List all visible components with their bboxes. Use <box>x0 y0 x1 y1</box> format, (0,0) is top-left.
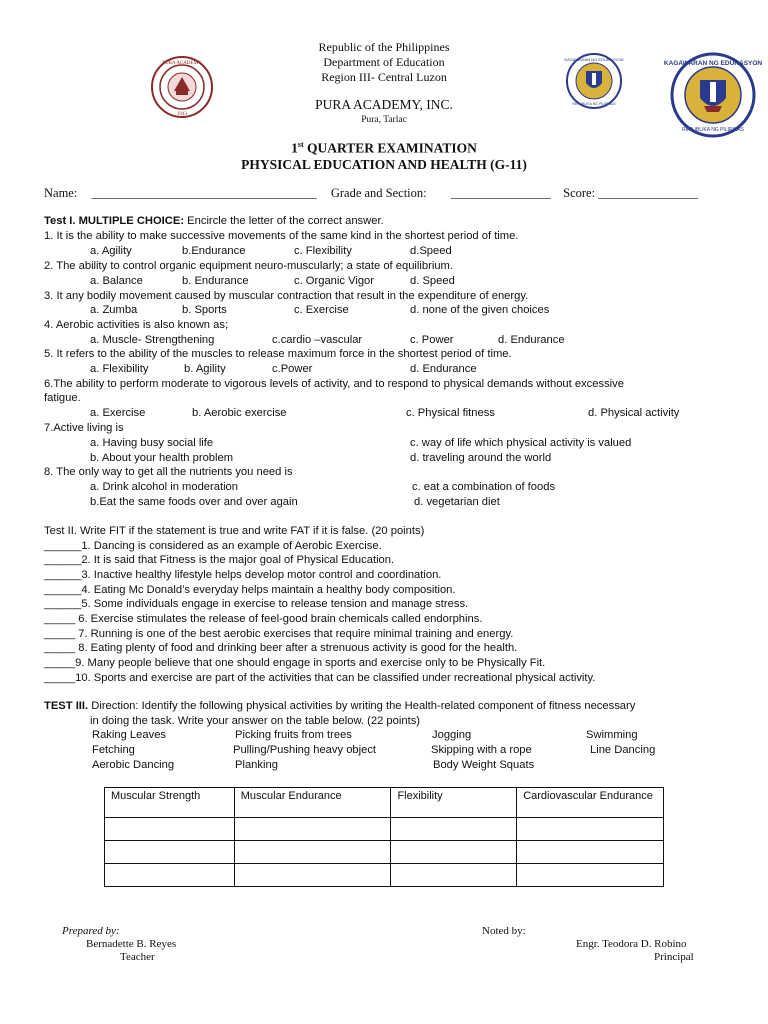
seal-mid-top-text: KAGAWARAN NG EDUKASYON <box>564 57 624 62</box>
q4-choice-a[interactable]: a. Muscle- Strengthening <box>90 334 215 346</box>
header-muscular-strength: Muscular Strength <box>105 788 235 818</box>
q2-choice-a[interactable]: a. Balance <box>90 275 143 287</box>
q5-choice-c[interactable]: c.Power <box>272 363 313 375</box>
exam-subject: PHYSICAL EDUCATION AND HEALTH (G-11) <box>241 157 527 172</box>
name-field[interactable]: ____________________________________ <box>91 186 317 200</box>
activity-item: Aerobic Dancing <box>92 759 175 771</box>
activity-item: Fetching <box>92 744 135 756</box>
q4-choice-c[interactable]: c. Power <box>410 334 454 346</box>
table-row <box>105 841 664 864</box>
answer-cell[interactable] <box>234 818 391 841</box>
q6-choice-d[interactable]: d. Physical activity <box>588 407 680 419</box>
q8-choice-d[interactable]: d. vegetarian diet <box>414 496 500 508</box>
activity-item: Raking Leaves <box>92 729 167 741</box>
q4-choice-b[interactable]: c.cardio –vascular <box>272 334 363 346</box>
prepared-by-label: Prepared by: <box>62 925 120 937</box>
seal-left-text: PURA ACADEMY <box>162 61 202 66</box>
q4-choice-d[interactable]: d. Endurance <box>498 334 565 346</box>
answer-cell[interactable] <box>391 841 517 864</box>
deped-seal-large-icon <box>663 52 763 138</box>
fit-fat-item[interactable]: _____ 8. Eating plenty of food and drinking beer after a strenuous activity is good for the health. <box>44 642 518 654</box>
q3-choice-c[interactable]: c. Exercise <box>294 304 349 316</box>
question-1: 1. It is the ability to make successive movements of the same kind in the shortest period of time. <box>44 230 519 242</box>
header-address: Pura, Tarlac <box>361 115 407 125</box>
exam-title: 1st QUARTER EXAMINATION <box>291 140 477 156</box>
answer-table <box>104 787 664 887</box>
header-region: Region III- Central Luzon <box>321 70 447 84</box>
score-label: Score: <box>563 186 596 200</box>
q6-choice-c[interactable]: c. Physical fitness <box>406 407 495 419</box>
q1-choice-d[interactable]: d.Speed <box>410 245 452 257</box>
q2-choice-b[interactable]: b. Endurance <box>182 275 249 287</box>
q3-choice-d[interactable]: d. none of the given choices <box>410 304 550 316</box>
header-school: PURA ACADEMY, INC. <box>315 97 453 112</box>
table-row <box>105 864 664 887</box>
header-department: Department of Education <box>323 55 445 69</box>
q5-choice-a[interactable]: a. Flexibility <box>90 363 149 375</box>
answer-cell[interactable] <box>105 818 235 841</box>
answer-cell[interactable] <box>234 864 391 887</box>
noted-by-label: Noted by: <box>482 925 526 937</box>
q8-choice-a[interactable]: a. Drink alcohol in moderation <box>90 481 238 493</box>
question-2: 2. The ability to control organic equipment neuro-muscularly; a state of equilibrium. <box>44 260 453 272</box>
activity-item: Planking <box>235 759 278 771</box>
q5-choice-b[interactable]: b. Agility <box>184 363 226 375</box>
fit-fat-item[interactable]: _____10. Sports and exercise are part of the activities that can be classified under recreational physical activity. <box>44 672 596 684</box>
activity-item: Line Dancing <box>590 744 656 756</box>
answer-cell[interactable] <box>517 864 664 887</box>
seal-left-year: 1943 <box>177 112 187 117</box>
fit-fat-item[interactable]: ______4. Eating Mc Donald’s everyday helps maintain a healthy body composition. <box>44 584 456 596</box>
question-3: 3. It any bodily movement caused by muscular contraction that result in the expenditure of energy. <box>44 290 529 302</box>
q2-choice-c[interactable]: c. Organic Vigor <box>294 275 375 287</box>
q3-choice-a[interactable]: a. Zumba <box>90 304 138 316</box>
table-row <box>105 818 664 841</box>
answer-cell[interactable] <box>234 841 391 864</box>
answer-cell[interactable] <box>517 841 664 864</box>
question-8: 8. The only way to get all the nutrients you need is <box>44 466 293 478</box>
test-1-header: Test I. MULTIPLE CHOICE: Encircle the letter of the correct answer. <box>44 215 384 227</box>
fit-fat-item[interactable]: _____ 6. Exercise stimulates the release of feel-good brain chemicals called endorphins. <box>44 613 483 625</box>
answer-cell[interactable] <box>391 864 517 887</box>
q5-choice-d[interactable]: d. Endurance <box>410 363 477 375</box>
test-3-header: TEST III. Direction: Identify the following physical activities by writing the Health-related component of fitness necessary <box>44 700 636 712</box>
q2-choice-d[interactable]: d. Speed <box>410 275 455 287</box>
q8-choice-b[interactable]: b.Eat the same foods over and over again <box>90 496 298 508</box>
fit-fat-item[interactable]: _____9. Many people believe that one should engage in sports and exercise only to be Physically Fit. <box>44 657 546 669</box>
question-6-continued: fatigue. <box>44 392 81 404</box>
activity-item: Swimming <box>586 729 638 741</box>
q7-choice-b[interactable]: b. About your health problem <box>90 452 234 464</box>
question-5: 5. It refers to the ability of the muscles to release maximum force in the shortest period of time. <box>44 348 512 360</box>
q6-choice-a[interactable]: a. Exercise <box>90 407 146 419</box>
deped-seal-small-icon <box>566 53 622 109</box>
answer-table-header-row <box>105 788 664 818</box>
q6-choice-b[interactable]: b. Aerobic exercise <box>192 407 287 419</box>
activity-item: Skipping with a rope <box>431 744 532 756</box>
student-info-row <box>44 186 698 201</box>
q1-choice-b[interactable]: b.Endurance <box>182 245 246 257</box>
activity-item: Body Weight Squats <box>433 759 535 771</box>
q3-choice-b[interactable]: b. Sports <box>182 304 227 316</box>
fit-fat-item[interactable]: _____ 7. Running is one of the best aerobic exercises that require minimal training and energy. <box>44 628 514 640</box>
grade-section-label: Grade and Section: <box>330 186 427 200</box>
fit-fat-item[interactable]: ______1. Dancing is considered as an example of Aerobic Exercise. <box>44 540 382 552</box>
header-muscular-endurance: Muscular Endurance <box>234 788 391 818</box>
fit-fat-item[interactable]: ______2. It is said that Fitness is the major goal of Physical Education. <box>44 554 395 566</box>
q1-choice-c[interactable]: c. Flexibility <box>294 245 352 257</box>
grade-section-field[interactable]: ________________ <box>450 186 551 200</box>
q7-choice-c[interactable]: c. way of life which physical activity is valued <box>410 437 632 449</box>
test-2-header: Test II. Write FIT if the statement is true and write FAT if it is false. (20 points) <box>44 525 425 537</box>
seal-mid-bottom-text: REPUBLIKA NG PILIPINAS <box>572 102 616 106</box>
question-6: 6.The ability to perform moderate to vigorous levels of activity, and to respond to physical demands without excessive <box>44 378 624 390</box>
fit-fat-item[interactable]: ______5. Some individuals engage in exercise to release tension and manage stress. <box>44 598 469 610</box>
score-field[interactable]: ________________ <box>598 186 699 200</box>
prepared-by-name: Bernadette B. Reyes <box>86 938 177 950</box>
noted-by-title: Principal <box>654 951 694 963</box>
header-republic: Republic of the Philippines <box>318 40 450 54</box>
answer-cell[interactable] <box>391 818 517 841</box>
header-cardiovascular-endurance: Cardiovascular Endurance <box>517 788 664 818</box>
answer-cell[interactable] <box>105 864 235 887</box>
name-label: Name: <box>44 186 78 200</box>
question-4: 4. Aerobic activities is also known as; <box>44 319 229 331</box>
q1-choice-a[interactable]: a. Agility <box>90 245 132 257</box>
answer-cell[interactable] <box>517 818 664 841</box>
q8-choice-c[interactable]: c. eat a combination of foods <box>412 481 556 493</box>
question-7: 7.Active living is <box>44 422 124 434</box>
test-3-direction-continued: in doing the task. Write your answer on the table below. (22 points) <box>90 715 421 727</box>
activity-item: Jogging <box>432 729 472 741</box>
fit-fat-item[interactable]: ______3. Inactive healthy lifestyle helps develop motor control and coordination. <box>44 569 442 581</box>
q7-choice-a[interactable]: a. Having busy social life <box>90 437 214 449</box>
seal-right-bottom-text: REPUBLIKA NG PILIPINAS <box>682 127 744 133</box>
seal-right-top-text: KAGAWARAN NG EDUKASYON <box>663 60 763 67</box>
activity-item: Picking fruits from trees <box>235 729 352 741</box>
prepared-by-title: Teacher <box>120 951 155 963</box>
answer-cell[interactable] <box>105 841 235 864</box>
header-flexibility: Flexibility <box>391 788 517 818</box>
q7-choice-d[interactable]: d. traveling around the world <box>410 452 552 464</box>
activity-item: Pulling/Pushing heavy object <box>233 744 377 756</box>
noted-by-name: Engr. Teodora D. Robino <box>576 938 687 950</box>
